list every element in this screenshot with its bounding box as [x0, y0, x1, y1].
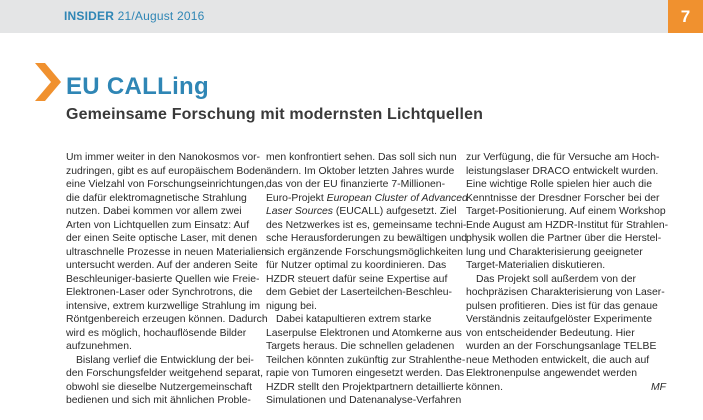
text-line: Eine wichtige Rolle spielen hier auch die: [466, 179, 652, 190]
text-line: Dabei katapultieren extrem starke: [276, 314, 432, 325]
text-line: Das Projekt soll außerdem von der: [476, 273, 636, 285]
text-line: wurden an der Forschungsanlage TELBE: [466, 341, 657, 352]
project-name-part-1: European Cluster of Advanced: [326, 192, 468, 204]
text-line: Arten von Lichtquellen zum Einsatz: Auf: [66, 219, 250, 231]
page-number: 7: [668, 0, 703, 33]
text-line: Targets heraus. Die schnellen geladenen: [266, 341, 455, 352]
publication-brand: INSIDER: [64, 9, 115, 23]
text-line: Ende August am HZDR-Institut für Strahlen-: [466, 219, 669, 231]
text-line: für Nutzer optimal zu koordinieren. Das: [266, 260, 447, 271]
text-line: der einen Seite optische Laser, mit denen: [66, 233, 258, 244]
article-title: EU CALLing: [66, 73, 209, 100]
text-line: Beschleuniger-basierte Quellen wie Freie-: [66, 273, 260, 285]
text-line: men konfrontiert sehen. Das soll sich nun: [266, 152, 457, 163]
text-line: ändern. Im Oktober letzten Jahres wurde: [266, 165, 455, 177]
text-line: dem Gebiet der Laserteilchen-Beschleu-: [266, 287, 452, 298]
text-fragment: können.: [466, 381, 503, 393]
text-line: [266, 192, 468, 206]
text-line: HZDR stellt den Projektpartnern detaillierte: [266, 381, 464, 393]
text-line: Röntgenbereich erzeugen können. Dadurch: [66, 314, 268, 325]
publication-date: 21/August 2016: [117, 9, 205, 23]
text-column-1: [66, 151, 268, 408]
text-fragment: (EUCALL) aufgesetzt. Ziel: [333, 206, 457, 217]
text-line: den Forschungsfelder weitgehend separat,: [66, 368, 263, 379]
text-column-3: [466, 151, 669, 394]
text-line: HZDR steuert dafür seine Expertise auf: [266, 273, 448, 285]
text-line: zudringen, gibt es auf europäischem Boden: [66, 165, 267, 177]
text-line: Verständnis zeitaufgelöster Experimente: [466, 314, 652, 325]
text-line: bedienen und sich mit ähnlichen Proble-: [66, 395, 251, 406]
text-line: Kenntnisse der Dresdner Forscher bei der: [466, 192, 660, 204]
text-line: rapie von Tumoren eingesetzt werden. Das: [266, 368, 465, 379]
text-line: sche Herausforderungen zu bewältigen und: [266, 233, 468, 244]
article-subtitle: Gemeinsame Forschung mit modernsten Lichtquellen: [66, 106, 484, 123]
text-line: aufzunehmen.: [66, 341, 132, 352]
text-line: Um immer weiter in den Nanokosmos vor-: [66, 152, 261, 163]
text-line: hochpräzisen Charakterisierung von Laser-: [466, 287, 665, 298]
text-line: Teilchen könnten zukünftig zur Strahlenthe-: [266, 354, 466, 366]
text-line: lung und Charakterisierung geeigneter: [466, 246, 643, 258]
text-line: Target-Positionierung. Auf einem Workshop: [466, 206, 666, 217]
text-line: [466, 381, 666, 395]
text-line: Simulationen und Datenanalyse-Verfahren: [266, 395, 462, 406]
text-line: von entscheidender Bedeutung. Hier: [466, 327, 635, 339]
text-line: Elektronen-Laser oder Synchrotrons, die: [66, 287, 253, 298]
text-line: physik wollen die Partner über die Herstel-: [466, 233, 662, 244]
text-line: das von der EU finanzierte 7-Millionen-: [266, 179, 446, 190]
text-column-2: [266, 151, 468, 408]
text-line: ultraschnelle Prozesse in neuen Materialien: [66, 246, 267, 258]
text-line: obwohl sie dieselbe Nutzergemeinschaft: [66, 381, 252, 393]
text-line: Elektronenpulse angewendet werden: [466, 368, 637, 379]
text-line: intensive, extrem kurzwellige Strahlung im: [66, 300, 261, 312]
text-line: wird es möglich, hochauflösende Bilder: [66, 327, 247, 339]
text-line: [266, 205, 456, 219]
text-line: sich ergänzende Forschungsmöglichkeiten: [266, 246, 463, 258]
text-line: untersucht werden. Auf der anderen Seite: [66, 260, 258, 271]
chevron-icon: [33, 63, 63, 101]
text-line: Target-Materialien diskutieren.: [466, 260, 606, 271]
text-line: Bislang verlief die Entwicklung der bei-: [76, 354, 254, 366]
author-signature: MF: [650, 381, 666, 393]
text-line: zur Verfügung, die für Versuche am Hoch-: [466, 152, 660, 163]
text-line: nigung bei.: [266, 300, 317, 312]
text-line: neue Methoden entwickelt, die auch auf: [466, 354, 650, 366]
text-line: des Netzwerkes ist es, gemeinsame techni-: [266, 219, 467, 231]
text-line: leistungslaser DRACO entwickelt wurden.: [466, 165, 659, 177]
text-line: Laserpulse Elektronen und Atomkerne aus: [266, 327, 462, 339]
text-line: die dafür elektromagnetische Strahlung: [66, 192, 247, 204]
text-line: eine Vielzahl von Forschungseinrichtungen,: [66, 179, 267, 190]
text-fragment: Euro-Projekt: [266, 192, 327, 204]
text-line: nutzen. Dabei kommen vor allem zwei: [66, 206, 242, 217]
text-line: pulsen profitieren. Dies ist für das genaue: [466, 300, 658, 312]
project-name-part-2: Laser Sources: [266, 206, 333, 217]
publication-header: [64, 9, 205, 23]
